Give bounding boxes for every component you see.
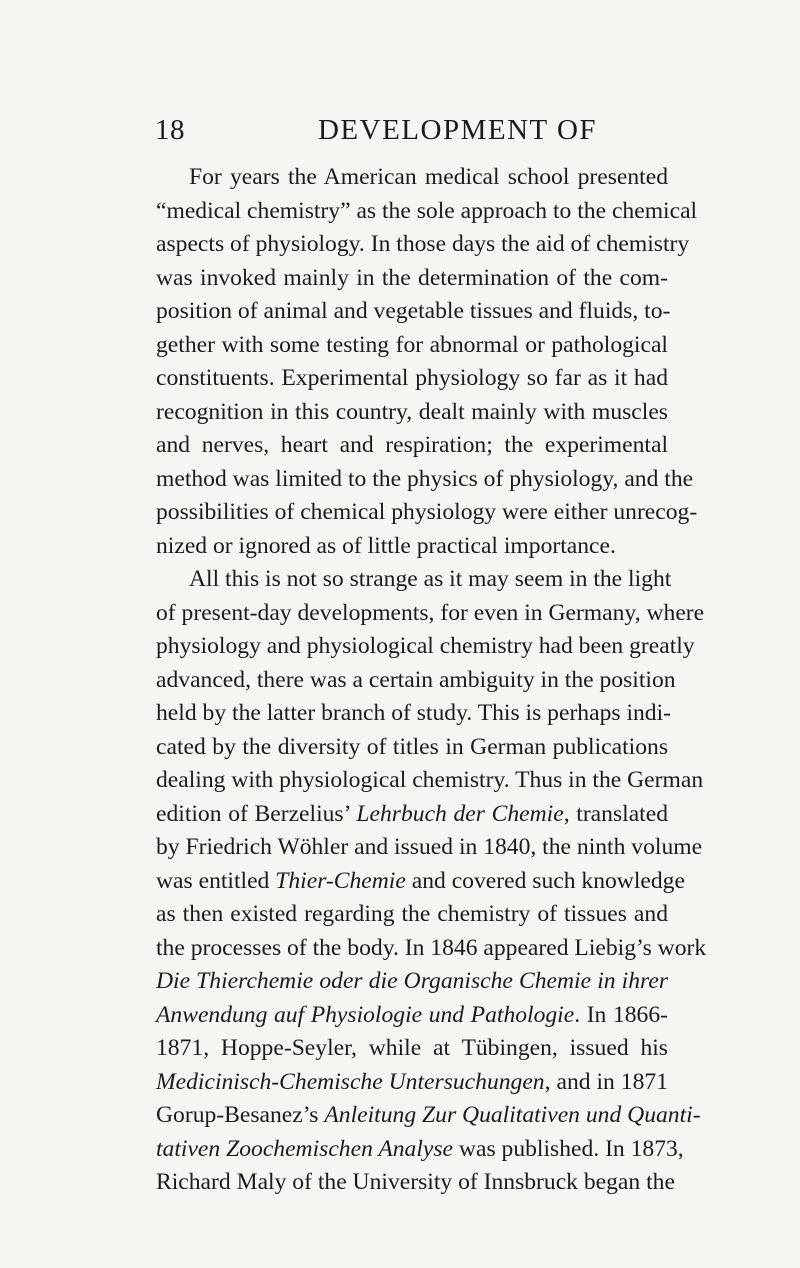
text-line [156, 898, 668, 932]
text-run: edition of Berzelius’ [156, 800, 357, 827]
text-run: possibilities of chemical physiology were either unrecog- [156, 499, 698, 525]
text-run: was invoked mainly in the determination of the com- [156, 264, 668, 291]
text-run: 1871, Hoppe-Seyler, while at Tübingen, issued his [156, 1035, 668, 1061]
text-line [156, 161, 668, 195]
text-line [156, 396, 668, 430]
text-line [156, 195, 698, 229]
text-line [156, 563, 672, 597]
text-line [156, 496, 698, 530]
italic-title: Thier-Chemie [275, 867, 406, 894]
text-line [156, 1066, 668, 1100]
text-run: , translated [563, 800, 668, 827]
text-line [156, 1133, 684, 1167]
text-line [156, 1099, 701, 1133]
text-line [156, 831, 703, 865]
text-run: constituents. Experimental physiology so far as it had [156, 365, 668, 391]
text-run: recognition in this country, dealt mainly with muscles [156, 398, 668, 425]
page-header [155, 112, 665, 148]
text-run: , and in 1871 [544, 1068, 668, 1095]
text-line [156, 664, 676, 698]
text-line [156, 429, 668, 463]
text-run: gether with some testing for abnormal or pathological [156, 331, 668, 358]
page-number: 18 [155, 114, 185, 146]
text-line [156, 999, 668, 1033]
text-run: as then existed regarding the chemistry of tissues and [156, 901, 668, 927]
text-line [156, 630, 695, 664]
text-line [156, 295, 671, 329]
body-text [156, 161, 707, 1200]
text-run: “medical chemistry” as the sole approach to the chemical [156, 197, 698, 224]
italic-title: Lehrbuch der Chemie [356, 800, 564, 827]
text-run: For years the American medical school presented [189, 164, 668, 190]
italic-title: tativen Zoochemischen Analyse [156, 1135, 454, 1162]
text-run: physiology and physiological chemistry had been greatly [156, 633, 695, 659]
text-run: position of animal and vegetable tissues and fluids, to- [156, 298, 671, 324]
text-line [156, 798, 668, 832]
italic-title: Medicinisch-Chemische Untersuchungen [156, 1068, 545, 1095]
italic-title: Die Thierchemie oder die Organische Chemie in ihrer [156, 968, 668, 994]
text-line [156, 228, 690, 262]
text-line [156, 597, 705, 631]
text-line [156, 865, 685, 899]
text-line [156, 262, 668, 296]
text-line [156, 764, 704, 798]
text-run: All this is not so strange as it may seem in the light [189, 566, 672, 592]
text-run: . In 1866- [574, 1001, 668, 1028]
text-run: by Friedrich Wöhler and issued in 1840, the ninth volume [156, 834, 703, 860]
italic-title: Anwendung auf Physiologie und Pathologie [156, 1001, 575, 1028]
text-run: Gorup-Besanez’s [156, 1102, 325, 1128]
running-head: DEVELOPMENT OF [317, 114, 598, 146]
text-line [156, 362, 668, 396]
text-line [156, 697, 672, 731]
text-run: cated by the diversity of titles in German publications [156, 733, 668, 760]
text-run: Richard Maly of the University of Innsbruck began the [156, 1169, 675, 1195]
text-run: dealing with physiological chemistry. Thus in the German [156, 767, 704, 793]
text-run: and covered such knowledge [405, 867, 685, 894]
text-line [156, 965, 668, 999]
text-run: aspects of physiology. In those days the aid of chemistry [156, 231, 690, 257]
text-run: was published. In 1873, [453, 1135, 684, 1162]
text-run: the processes of the body. In 1846 appeared Liebig’s work [156, 934, 707, 961]
text-line [156, 932, 707, 966]
text-run: held by the latter branch of study. This is perhaps indi- [156, 700, 672, 726]
text-line [156, 1032, 668, 1066]
text-run: nized or ignored as of little practical importance. [156, 532, 616, 559]
text-line [156, 530, 668, 564]
text-run: advanced, there was a certain ambiguity in the position [156, 666, 676, 693]
text-run: method was limited to the physics of physiology, and the [156, 465, 694, 492]
text-run: of present-day developments, for even in Germany, where [156, 599, 705, 626]
text-run: and nerves, heart and respiration; the experimental [156, 432, 668, 458]
text-run: was entitled [156, 867, 276, 894]
italic-title: Anleitung Zur Qualitativen und Quanti- [324, 1102, 701, 1128]
text-line [156, 731, 668, 765]
text-line [156, 463, 694, 497]
text-line [156, 329, 668, 363]
text-line [156, 1166, 675, 1200]
